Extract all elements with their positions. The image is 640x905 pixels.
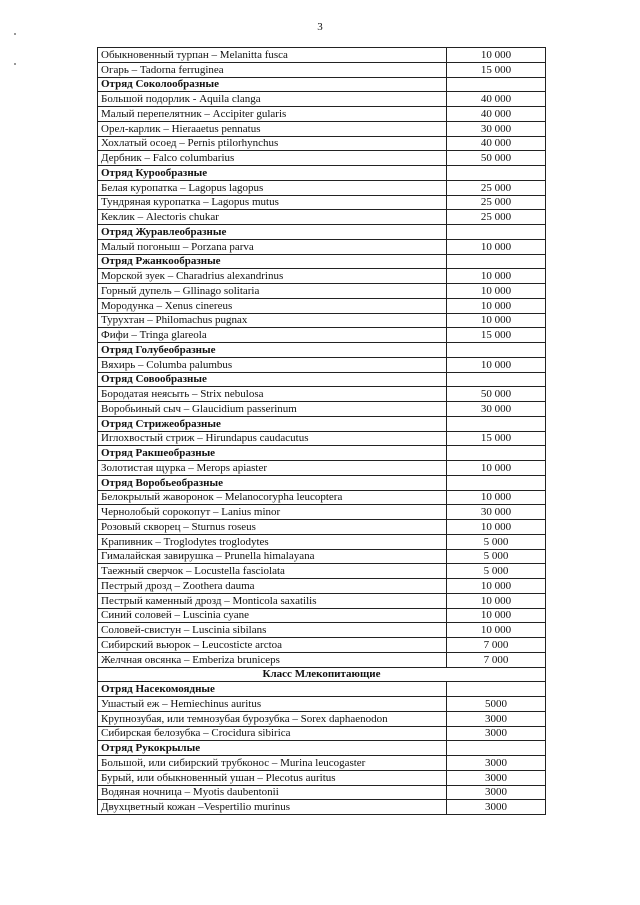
species-name: Большой, или сибирский трубконос – Murina leucogaster	[98, 756, 447, 771]
price-value: 25 000	[447, 180, 546, 195]
order-heading: Отряд Насекомоядные	[98, 682, 447, 697]
order-heading-row	[98, 446, 546, 461]
price-value: 3000	[447, 711, 546, 726]
order-heading-row	[98, 77, 546, 92]
price-value: 10 000	[447, 313, 546, 328]
price-value: 3000	[447, 726, 546, 741]
price-value: 10 000	[447, 608, 546, 623]
price-value	[447, 343, 546, 358]
price-value	[447, 416, 546, 431]
species-name: Соловей-свистун – Luscinia sibilans	[98, 623, 447, 638]
price-value: 5000	[447, 697, 546, 712]
price-value: 50 000	[447, 387, 546, 402]
price-value: 10 000	[447, 461, 546, 476]
price-value	[447, 682, 546, 697]
species-name: Белая куропатка – Lagopus lagopus	[98, 180, 447, 195]
species-row	[98, 652, 546, 667]
price-value	[447, 166, 546, 181]
species-name: Орел-карлик – Hieraaetus pennatus	[98, 121, 447, 136]
species-row	[98, 697, 546, 712]
price-value	[447, 77, 546, 92]
species-name: Розовый скворец – Sturnus roseus	[98, 520, 447, 535]
price-value: 5 000	[447, 549, 546, 564]
price-value	[447, 475, 546, 490]
price-value: 10 000	[447, 579, 546, 594]
price-value: 25 000	[447, 195, 546, 210]
price-value	[447, 446, 546, 461]
species-name: Дербник – Falco columbarius	[98, 151, 447, 166]
species-row	[98, 711, 546, 726]
price-value: 30 000	[447, 505, 546, 520]
scan-speck	[14, 63, 16, 65]
price-value	[447, 741, 546, 756]
order-heading-row	[98, 372, 546, 387]
order-heading-row	[98, 166, 546, 181]
species-row	[98, 269, 546, 284]
price-value	[447, 254, 546, 269]
species-name: Желчная овсянка – Emberiza bruniceps	[98, 652, 447, 667]
price-value: 15 000	[447, 328, 546, 343]
species-row	[98, 564, 546, 579]
species-row	[98, 136, 546, 151]
species-name: Обыкновенный турпан – Melanitta fusca	[98, 48, 447, 63]
species-row	[98, 520, 546, 535]
species-row	[98, 726, 546, 741]
price-value: 5 000	[447, 534, 546, 549]
price-value: 5 000	[447, 564, 546, 579]
order-heading-row	[98, 475, 546, 490]
species-name: Бородатая неясыть – Strix nebulosa	[98, 387, 447, 402]
species-row	[98, 121, 546, 136]
order-heading: Отряд Воробьеобразные	[98, 475, 447, 490]
species-row	[98, 534, 546, 549]
species-name: Горный дупель – Gllinago solitaria	[98, 284, 447, 299]
species-name: Водяная ночница – Myotis daubentonii	[98, 785, 447, 800]
price-value: 10 000	[447, 490, 546, 505]
species-name: Иглохвостый стриж – Hirundapus caudacutus	[98, 431, 447, 446]
order-heading: Отряд Совообразные	[98, 372, 447, 387]
species-row	[98, 92, 546, 107]
species-row	[98, 785, 546, 800]
order-heading: Отряд Курообразные	[98, 166, 447, 181]
species-name: Малый перепелятник – Accipiter gularis	[98, 107, 447, 122]
species-row	[98, 800, 546, 815]
order-heading: Отряд Ракшеобразные	[98, 446, 447, 461]
species-name: Сибирский вьюрок – Leucosticte arctoa	[98, 638, 447, 653]
species-row	[98, 593, 546, 608]
species-name: Таежный сверчок – Locustella fasciolata	[98, 564, 447, 579]
price-value: 10 000	[447, 623, 546, 638]
price-value: 3000	[447, 770, 546, 785]
price-value: 10 000	[447, 357, 546, 372]
species-name: Гималайская завирушка – Prunella himalayana	[98, 549, 447, 564]
price-value	[447, 372, 546, 387]
species-name: Крупнозубая, или темнозубая бурозубка – Sorex daphaenodon	[98, 711, 447, 726]
species-price-table	[97, 47, 546, 815]
price-value: 3000	[447, 800, 546, 815]
price-value: 7 000	[447, 638, 546, 653]
order-heading: Отряд Журавлеобразные	[98, 225, 447, 240]
species-row	[98, 284, 546, 299]
species-name: Ушастый еж – Hemiechinus auritus	[98, 697, 447, 712]
species-name: Воробьиный сыч – Glaucidium passerinum	[98, 402, 447, 417]
species-row	[98, 210, 546, 225]
class-heading-row	[98, 667, 546, 682]
price-value: 10 000	[447, 593, 546, 608]
species-name: Золотистая щурка – Merops apiaster	[98, 461, 447, 476]
order-heading: Отряд Голубеобразные	[98, 343, 447, 358]
order-heading-row	[98, 343, 546, 358]
price-value: 30 000	[447, 402, 546, 417]
price-value: 10 000	[447, 298, 546, 313]
species-row	[98, 579, 546, 594]
price-value: 30 000	[447, 121, 546, 136]
species-name: Большой подорлик - Aquila clanga	[98, 92, 447, 107]
scan-speck	[14, 33, 16, 35]
order-heading-row	[98, 254, 546, 269]
price-value: 25 000	[447, 210, 546, 225]
species-name: Крапивник – Troglodytes troglodytes	[98, 534, 447, 549]
species-row	[98, 357, 546, 372]
species-row	[98, 623, 546, 638]
order-heading: Отряд Стрижеобразные	[98, 416, 447, 431]
price-value: 10 000	[447, 269, 546, 284]
species-row	[98, 549, 546, 564]
species-row	[98, 770, 546, 785]
price-value: 15 000	[447, 431, 546, 446]
species-name: Мородунка – Xenus cinereus	[98, 298, 447, 313]
species-name: Синий соловей – Luscinia cyane	[98, 608, 447, 623]
species-name: Сибирская белозубка – Crocidura sibirica	[98, 726, 447, 741]
order-heading-row	[98, 741, 546, 756]
species-name: Белокрылый жаворонок – Melanocorypha leucoptera	[98, 490, 447, 505]
species-row	[98, 313, 546, 328]
species-name: Морской зуек – Charadrius alexandrinus	[98, 269, 447, 284]
order-heading: Отряд Рукокрылые	[98, 741, 447, 756]
species-row	[98, 461, 546, 476]
species-name: Бурый, или обыкновенный ушан – Plecotus auritus	[98, 770, 447, 785]
species-row	[98, 239, 546, 254]
price-value: 10 000	[447, 520, 546, 535]
order-heading-row	[98, 682, 546, 697]
price-value: 15 000	[447, 62, 546, 77]
price-value: 7 000	[447, 652, 546, 667]
price-value: 10 000	[447, 239, 546, 254]
species-name: Двухцветный кожан –Vespertilio murinus	[98, 800, 447, 815]
table-body	[98, 48, 546, 815]
species-name: Малый погоныш – Porzana parva	[98, 239, 447, 254]
order-heading: Отряд Ржанкообразные	[98, 254, 447, 269]
species-name: Турухтан – Philomachus pugnax	[98, 313, 447, 328]
species-row	[98, 638, 546, 653]
order-heading-row	[98, 416, 546, 431]
species-name: Хохлатый осоед – Pernis ptilorhynchus	[98, 136, 447, 151]
species-row	[98, 107, 546, 122]
price-value	[447, 225, 546, 240]
species-row	[98, 387, 546, 402]
price-value: 40 000	[447, 136, 546, 151]
species-row	[98, 180, 546, 195]
species-row	[98, 48, 546, 63]
species-row	[98, 195, 546, 210]
species-name: Пестрый дрозд – Zoothera dauma	[98, 579, 447, 594]
species-row	[98, 490, 546, 505]
price-value: 10 000	[447, 48, 546, 63]
page-number: 3	[317, 21, 323, 33]
price-value: 3000	[447, 785, 546, 800]
species-row	[98, 62, 546, 77]
species-row	[98, 431, 546, 446]
price-value: 40 000	[447, 107, 546, 122]
species-row	[98, 505, 546, 520]
species-name: Вяхирь – Columba palumbus	[98, 357, 447, 372]
price-value: 50 000	[447, 151, 546, 166]
price-value: 3000	[447, 756, 546, 771]
species-name: Фифи – Tringa glareola	[98, 328, 447, 343]
species-name: Огарь – Tadorna ferruginea	[98, 62, 447, 77]
species-name: Чернолобый сорокопут – Lanius minor	[98, 505, 447, 520]
species-name: Кеклик – Alectoris chukar	[98, 210, 447, 225]
species-row	[98, 608, 546, 623]
species-row	[98, 402, 546, 417]
order-heading: Отряд Соколообразные	[98, 77, 447, 92]
price-value: 10 000	[447, 284, 546, 299]
class-heading: Класс Млекопитающие	[98, 667, 546, 682]
species-row	[98, 328, 546, 343]
price-value: 40 000	[447, 92, 546, 107]
species-row	[98, 151, 546, 166]
species-row	[98, 298, 546, 313]
species-name: Пестрый каменный дрозд – Monticola saxatilis	[98, 593, 447, 608]
species-name: Тундряная куропатка – Lagopus mutus	[98, 195, 447, 210]
species-row	[98, 756, 546, 771]
order-heading-row	[98, 225, 546, 240]
